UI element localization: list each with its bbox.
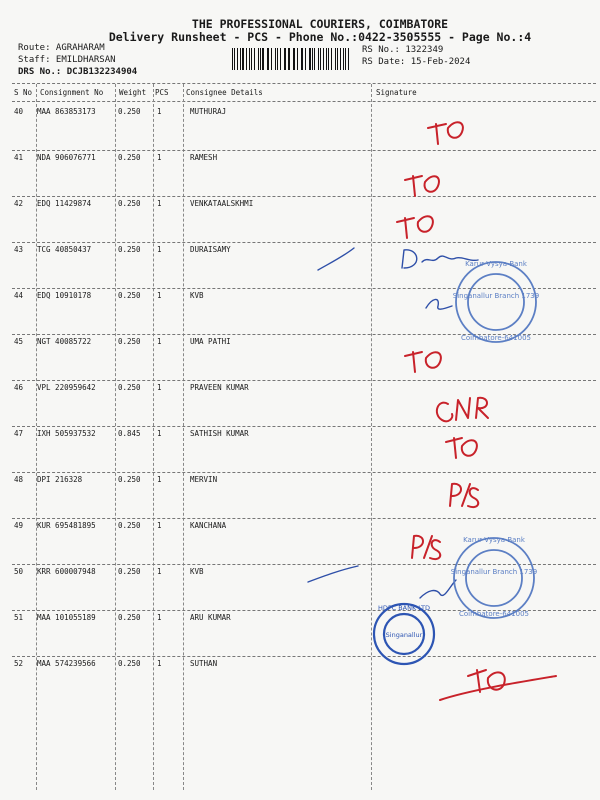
cell-sno: 43 <box>14 245 24 254</box>
stamp-branch-text: Singanallur Branch 1739 <box>450 568 538 576</box>
cell-consignment: VPL 220959642 <box>37 383 96 392</box>
cell-weight: 0.250 <box>118 337 141 346</box>
handwritten-signature <box>426 299 452 309</box>
col-header-sno: S No <box>14 88 33 97</box>
cell-consignment: EDQ 11429874 <box>37 199 92 208</box>
cell-weight: 0.250 <box>118 521 141 530</box>
handwritten-to-mark <box>405 352 441 372</box>
cell-consignment: KRR 600007948 <box>37 567 96 576</box>
stamp-bank-text: Karur Vysya Bank <box>463 536 525 544</box>
cell-weight: 0.250 <box>118 613 141 622</box>
cell-pcs: 1 <box>157 107 162 116</box>
stamp-hdfc-sub-text: Singanallur <box>385 631 423 639</box>
cell-consignment: EDQ 10910178 <box>37 291 92 300</box>
cell-sno: 47 <box>14 429 24 438</box>
cell-pcs: 1 <box>157 291 162 300</box>
rs-date-line: RS Date: 15-Feb-2024 <box>362 57 471 67</box>
stamp-bank-text: Karur Vysya Bank <box>465 260 527 268</box>
cell-consignee: DURAISAMY <box>190 245 231 254</box>
handwritten-ps-mark <box>412 536 440 559</box>
drs-line: DRS No.: DCJB132234904 <box>18 67 138 77</box>
cell-sno: 46 <box>14 383 24 392</box>
route-line: Route: AGRAHARAM <box>18 43 105 53</box>
cell-pcs: 1 <box>157 521 162 530</box>
cell-pcs: 1 <box>157 567 162 576</box>
handwritten-to-mark <box>446 438 477 458</box>
cell-sno: 50 <box>14 567 24 576</box>
cell-weight: 0.845 <box>118 429 141 438</box>
col-header-signature: Signature <box>376 88 417 97</box>
cell-weight: 0.250 <box>118 107 141 116</box>
cell-consignee: SUTHAN <box>190 659 218 668</box>
cell-sno: 49 <box>14 521 24 530</box>
col-header-weight: Weight <box>119 88 147 97</box>
cell-consignee: KVB <box>190 291 204 300</box>
handwritten-to-mark <box>428 122 463 144</box>
cell-sno: 40 <box>14 107 24 116</box>
cell-weight: 0.250 <box>118 199 141 208</box>
company-title: THE PROFESSIONAL COURIERS, COIMBATORE <box>191 17 449 31</box>
cell-consignment: MAA 574239566 <box>37 659 96 668</box>
cell-consignee: ARU KUMAR <box>190 613 231 622</box>
cell-pcs: 1 <box>157 475 162 484</box>
cell-consignee: MERVIN <box>190 475 218 484</box>
cell-weight: 0.250 <box>118 475 141 484</box>
cell-pcs: 1 <box>157 245 162 254</box>
cell-consignment: NGT 40085722 <box>37 337 92 346</box>
cell-consignee: VENKATAALSKHMI <box>190 199 254 208</box>
cell-sno: 52 <box>14 659 24 668</box>
stamp-city-text: Coimbatore-641005 <box>461 334 531 342</box>
cell-consignee: KVB <box>190 567 204 576</box>
handwritten-to-mark <box>405 176 439 196</box>
cell-consignee: MUTHURAJ <box>190 107 227 116</box>
handwritten-ps-mark <box>450 484 478 507</box>
col-header-pcs: PCS <box>155 88 169 97</box>
cell-sno: 51 <box>14 613 24 622</box>
cell-weight: 0.250 <box>118 567 141 576</box>
stamp-city-text: Coimbatore-641005 <box>459 610 529 618</box>
stamp-branch-text: Singanallur Branch 1739 <box>452 292 540 300</box>
cell-consignee: SATHISH KUMAR <box>190 429 249 438</box>
handwritten-to-mark <box>397 216 433 238</box>
cell-sno: 42 <box>14 199 24 208</box>
cell-weight: 0.250 <box>118 153 141 162</box>
cell-pcs: 1 <box>157 337 162 346</box>
cell-pcs: 1 <box>157 613 162 622</box>
cell-consignee: UMA PATHI <box>190 337 231 346</box>
cell-sno: 48 <box>14 475 24 484</box>
cell-weight: 0.250 <box>118 291 141 300</box>
cell-consignment: MAA 863853173 <box>37 107 96 116</box>
cell-sno: 41 <box>14 153 24 162</box>
cell-pcs: 1 <box>157 153 162 162</box>
col-header-consignment: Consignment No <box>40 88 104 97</box>
staff-line: Staff: EMILDHARSAN <box>18 55 116 65</box>
cell-pcs: 1 <box>157 429 162 438</box>
cell-consignment: IXH 505937532 <box>37 429 96 438</box>
handwritten-signature <box>308 566 456 598</box>
cell-pcs: 1 <box>157 659 162 668</box>
cell-pcs: 1 <box>157 383 162 392</box>
cell-consignment: TCG 40850437 <box>37 245 92 254</box>
cell-weight: 0.250 <box>118 383 141 392</box>
handwritten-signature <box>318 248 478 270</box>
cell-consignment: KUR 695481895 <box>37 521 96 530</box>
cell-weight: 0.250 <box>118 659 141 668</box>
handwritten-to-mark <box>440 670 556 700</box>
cell-consignment: MAA 101055189 <box>37 613 96 622</box>
cell-consignee: PRAVEEN KUMAR <box>190 383 249 392</box>
stamp-hdfc-text: HDFC BANK LTD <box>377 604 431 612</box>
cell-consignee: RAMESH <box>190 153 218 162</box>
cell-consignment: NDA 906076771 <box>37 153 96 162</box>
cell-sno: 44 <box>14 291 24 300</box>
runsheet-subtitle: Delivery Runsheet - PCS - Phone No.:0422-3505555 - Page No.:4 <box>108 30 532 44</box>
rs-no-line: RS No.: 1322349 <box>362 45 444 55</box>
cell-sno: 45 <box>14 337 24 346</box>
cell-consignee: KANCHANA <box>190 521 227 530</box>
cell-weight: 0.250 <box>118 245 141 254</box>
cell-consignment: DPI 216328 <box>37 475 83 484</box>
handwritten-cnr-mark <box>437 398 488 422</box>
cell-pcs: 1 <box>157 199 162 208</box>
bank-stamp <box>454 262 536 618</box>
col-header-consignee: Consignee Details <box>186 88 263 97</box>
